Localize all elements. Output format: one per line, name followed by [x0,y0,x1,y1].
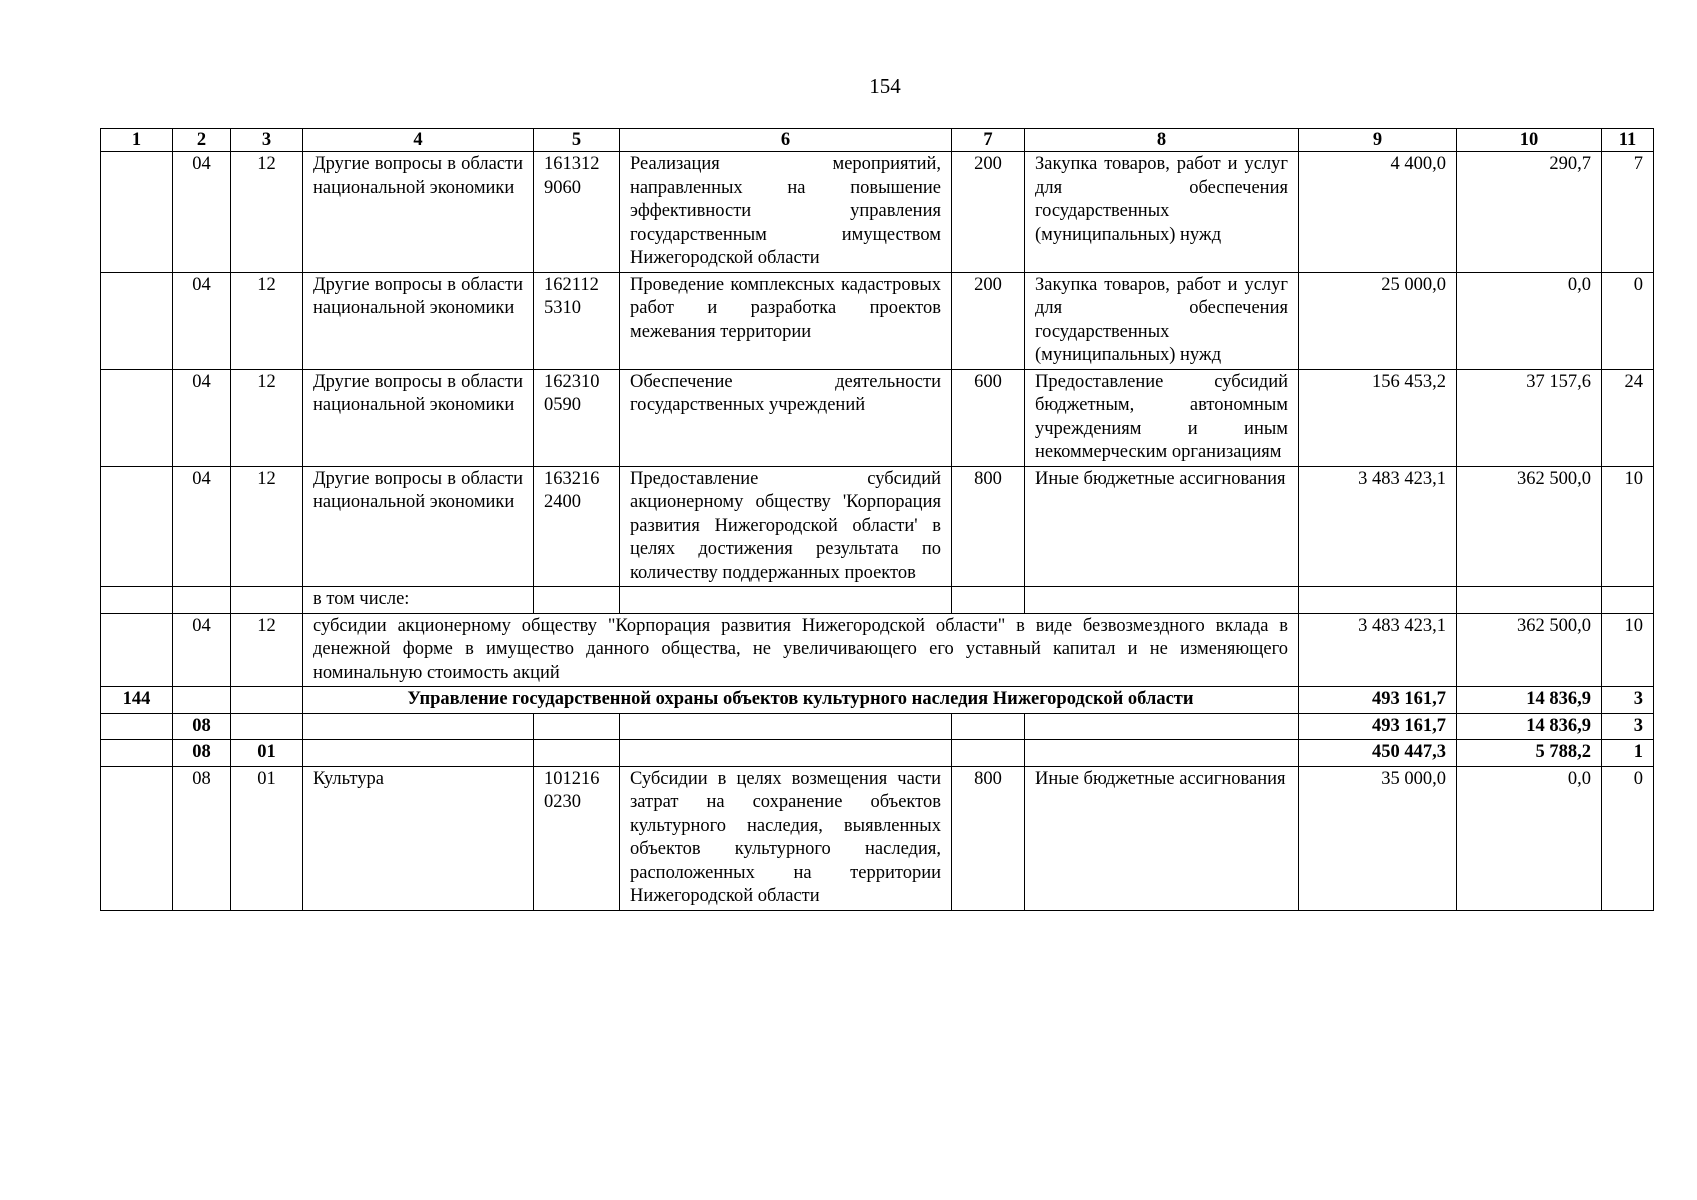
empty-cell [101,713,173,740]
cell-subsection-name: Другие вопросы в области национальной экономики [303,152,534,273]
empty-cell [620,740,952,767]
empty-cell [173,587,231,614]
subsidy-description: субсидии акционерному обществу "Корпорация развития Нижегородской области" в виде безвозмездного вклада в денежной форме в имущество данного общества, не увеличивающего его уставный капитал и не изменяющего номинальную стоимость акций [303,613,1299,687]
cell-actual: 14 836,9 [1457,687,1602,714]
cell-percent: 7 [1602,152,1654,273]
department-name: Управление государственной охраны объектов культурного наследия Нижегородской области [303,687,1299,714]
empty-cell [303,713,534,740]
cell-section: 04 [173,369,231,466]
cell-subsection-name: Другие вопросы в области национальной экономики [303,369,534,466]
cell-section: 08 [173,766,231,910]
empty-cell [1025,713,1299,740]
table-row [101,369,1654,466]
cell-target-name: Предоставление субсидий акционерному обществу 'Корпорация развития Нижегородской области' в целях достижения результата по количеству поддержанных проектов [620,466,952,587]
cell-plan: 3 483 423,1 [1299,613,1457,687]
cell-target-code: 101216 0230 [534,766,620,910]
empty-cell [534,740,620,767]
cell-admin [101,369,173,466]
cell-expense-code: 800 [952,466,1025,587]
cell-percent: 3 [1602,713,1654,740]
cell-percent: 10 [1602,613,1654,687]
cell-subsection: 12 [231,272,303,369]
cell-admin [101,272,173,369]
header-cell: 4 [303,129,534,152]
cell-expense-code: 200 [952,152,1025,273]
cell-section: 04 [173,466,231,587]
header-cell: 7 [952,129,1025,152]
cell-section: 08 [173,740,231,767]
cell-admin-code: 144 [101,687,173,714]
header-cell: 6 [620,129,952,152]
empty-cell [101,613,173,687]
cell-plan: 35 000,0 [1299,766,1457,910]
cell-subsection: 01 [231,766,303,910]
section-total-row [101,713,1654,740]
cell-plan: 493 161,7 [1299,713,1457,740]
header-cell: 8 [1025,129,1299,152]
cell-section: 04 [173,152,231,273]
cell-target-code: 162310 0590 [534,369,620,466]
cell-target-name: Проведение комплексных кадастровых работ и разработка проектов межевания территории [620,272,952,369]
cell-percent: 10 [1602,466,1654,587]
table-row [101,466,1654,587]
cell-expense-name: Иные бюджетные ассигнования [1025,466,1299,587]
empty-cell [1299,587,1457,614]
empty-cell [952,587,1025,614]
cell-subsection-name: Культура [303,766,534,910]
cell-expense-code: 800 [952,766,1025,910]
cell-percent: 0 [1602,272,1654,369]
cell-section: 08 [173,713,231,740]
cell-subsection: 12 [231,613,303,687]
empty-cell [303,740,534,767]
cell-actual: 362 500,0 [1457,613,1602,687]
empty-cell [231,587,303,614]
header-cell: 1 [101,129,173,152]
cell-plan: 25 000,0 [1299,272,1457,369]
empty-cell [231,713,303,740]
cell-expense-code: 600 [952,369,1025,466]
cell-target-name: Субсидии в целях возмещения части затрат на сохранение объектов культурного наследия, выявленных объектов культурного наследия, расположенных на территории Нижегородской области [620,766,952,910]
cell-subsection: 12 [231,152,303,273]
cell-expense-name: Закупка товаров, работ и услуг для обеспечения государственных (муниципальных) нужд [1025,152,1299,273]
table-row [101,152,1654,273]
cell-plan: 450 447,3 [1299,740,1457,767]
empty-cell [1025,587,1299,614]
empty-cell [620,713,952,740]
cell-percent: 0 [1602,766,1654,910]
empty-cell [952,713,1025,740]
cell-section: 04 [173,272,231,369]
empty-cell [534,587,620,614]
cell-percent: 1 [1602,740,1654,767]
header-cell: 11 [1602,129,1654,152]
cell-admin [101,466,173,587]
subsidy-row [101,613,1654,687]
cell-plan: 156 453,2 [1299,369,1457,466]
table-header-row [101,129,1654,152]
header-cell: 10 [1457,129,1602,152]
cell-target-code: 161312 9060 [534,152,620,273]
cell-target-name: Реализация мероприятий, направленных на повышение эффективности управления государственным имуществом Нижегородской области [620,152,952,273]
cell-expense-name: Закупка товаров, работ и услуг для обеспечения государственных (муниципальных) нужд [1025,272,1299,369]
cell-plan: 493 161,7 [1299,687,1457,714]
cell-subsection: 12 [231,466,303,587]
header-cell: 3 [231,129,303,152]
empty-cell [534,713,620,740]
header-cell: 9 [1299,129,1457,152]
budget-table [100,128,1654,911]
cell-actual: 290,7 [1457,152,1602,273]
cell-actual: 362 500,0 [1457,466,1602,587]
cell-admin [101,152,173,273]
cell-target-code: 162112 5310 [534,272,620,369]
cell-expense-code: 200 [952,272,1025,369]
including-label: в том числе: [303,587,534,614]
cell-subsection-name: Другие вопросы в области национальной экономики [303,272,534,369]
cell-target-code: 163216 2400 [534,466,620,587]
cell-section: 04 [173,613,231,687]
empty-cell [1457,587,1602,614]
cell-expense-name: Предоставление субсидий бюджетным, автономным учреждениям и иным некоммерческим организациям [1025,369,1299,466]
subsection-total-row [101,740,1654,767]
cell-subsection: 12 [231,369,303,466]
empty-cell [231,687,303,714]
cell-expense-name: Иные бюджетные ассигнования [1025,766,1299,910]
empty-cell [620,587,952,614]
cell-actual: 14 836,9 [1457,713,1602,740]
cell-subsection: 01 [231,740,303,767]
department-row [101,687,1654,714]
cell-subsection-name: Другие вопросы в области национальной экономики [303,466,534,587]
cell-target-name: Обеспечение деятельности государственных учреждений [620,369,952,466]
empty-cell [101,740,173,767]
cell-actual: 5 788,2 [1457,740,1602,767]
cell-percent: 3 [1602,687,1654,714]
table-row [101,272,1654,369]
empty-cell [173,687,231,714]
empty-cell [1025,740,1299,767]
cell-actual: 0,0 [1457,766,1602,910]
cell-actual: 0,0 [1457,272,1602,369]
empty-cell [1602,587,1654,614]
empty-cell [952,740,1025,767]
page-number: 154 [869,74,901,98]
table-row [101,766,1654,910]
cell-percent: 24 [1602,369,1654,466]
empty-cell [101,766,173,910]
cell-plan: 3 483 423,1 [1299,466,1457,587]
cell-actual: 37 157,6 [1457,369,1602,466]
header-cell: 5 [534,129,620,152]
empty-cell [101,587,173,614]
cell-plan: 4 400,0 [1299,152,1457,273]
including-row [101,587,1654,614]
header-cell: 2 [173,129,231,152]
